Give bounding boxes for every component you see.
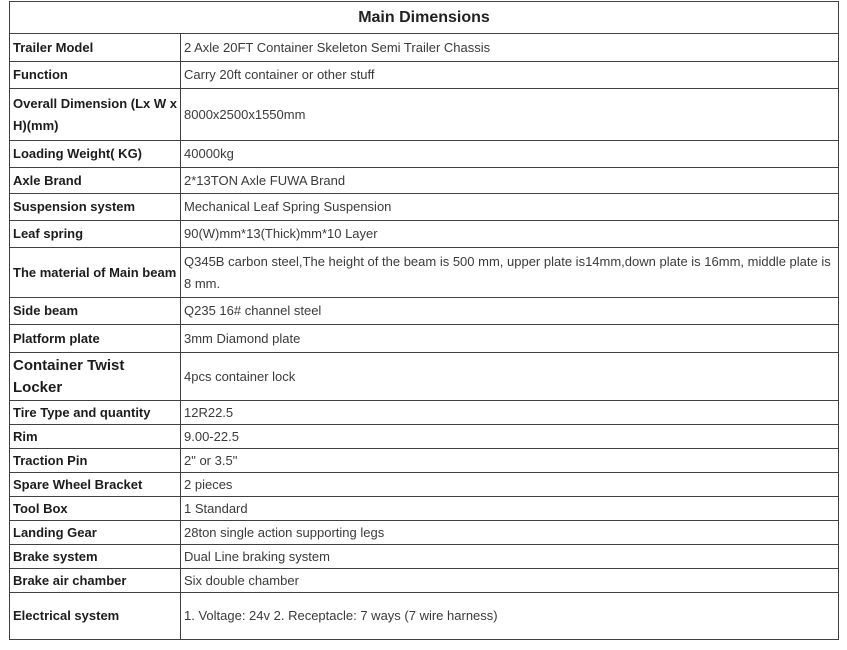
table-row (10, 89, 839, 141)
row-label: Axle Brand (10, 168, 181, 194)
row-value: 28ton single action supporting legs (181, 521, 839, 545)
row-value: Dual Line braking system (181, 545, 839, 569)
row-label: Traction Pin (10, 449, 181, 473)
row-value: 90(W)mm*13(Thick)mm*10 Layer (181, 221, 839, 248)
row-label: Suspension system (10, 194, 181, 221)
row-value: 9.00-22.5 (181, 425, 839, 449)
row-label: Electrical system (10, 593, 181, 640)
row-label: Trailer Model (10, 34, 181, 62)
row-value: 1 Standard (181, 497, 839, 521)
row-value: 3mm Diamond plate (181, 325, 839, 353)
row-label: Side beam (10, 298, 181, 325)
table-row (10, 34, 839, 62)
row-label: Loading Weight( KG) (10, 141, 181, 168)
row-label: Platform plate (10, 325, 181, 353)
row-label: Brake system (10, 545, 181, 569)
table-row (10, 248, 839, 298)
row-value: 2 Axle 20FT Container Skeleton Semi Trailer Chassis (181, 34, 839, 62)
row-value: 8000x2500x1550mm (181, 89, 839, 141)
row-value: 12R22.5 (181, 401, 839, 425)
table-row (10, 141, 839, 168)
table-row (10, 298, 839, 325)
table-row (10, 62, 839, 89)
table-row (10, 325, 839, 353)
row-value: Mechanical Leaf Spring Suspension (181, 194, 839, 221)
table-title: Main Dimensions (10, 2, 839, 34)
table-title-row (10, 2, 839, 34)
row-label: Landing Gear (10, 521, 181, 545)
row-value: 2 pieces (181, 473, 839, 497)
table-row (10, 353, 839, 401)
table-row (10, 401, 839, 425)
row-value: 40000kg (181, 141, 839, 168)
table-row (10, 168, 839, 194)
row-label: The material of Main beam (10, 248, 181, 298)
main-dimensions-table (9, 1, 839, 640)
table-row (10, 194, 839, 221)
table-row (10, 569, 839, 593)
row-label: Brake air chamber (10, 569, 181, 593)
table-row (10, 221, 839, 248)
row-label: Tool Box (10, 497, 181, 521)
row-value: 2" or 3.5" (181, 449, 839, 473)
row-label: Container Twist Locker (10, 353, 181, 401)
table-row (10, 545, 839, 569)
row-label: Spare Wheel Bracket (10, 473, 181, 497)
row-value: Q345B carbon steel,The height of the beam is 500 mm, upper plate is14mm,down plate is 16mm, middle plate is 8 mm. (181, 248, 839, 298)
row-value: Q235 16# channel steel (181, 298, 839, 325)
row-label: Leaf spring (10, 221, 181, 248)
table-row (10, 497, 839, 521)
row-label: Tire Type and quantity (10, 401, 181, 425)
table-row (10, 473, 839, 497)
row-value: 1. Voltage: 24v 2. Receptacle: 7 ways (7 wire harness) (181, 593, 839, 640)
row-label: Rim (10, 425, 181, 449)
table-row (10, 521, 839, 545)
table-row (10, 593, 839, 640)
row-label: Overall Dimension (Lx W x H)(mm) (10, 89, 181, 141)
row-value: 4pcs container lock (181, 353, 839, 401)
row-value: Six double chamber (181, 569, 839, 593)
table-row (10, 449, 839, 473)
row-value: Carry 20ft container or other stuff (181, 62, 839, 89)
row-value: 2*13TON Axle FUWA Brand (181, 168, 839, 194)
row-label: Function (10, 62, 181, 89)
table-row (10, 425, 839, 449)
